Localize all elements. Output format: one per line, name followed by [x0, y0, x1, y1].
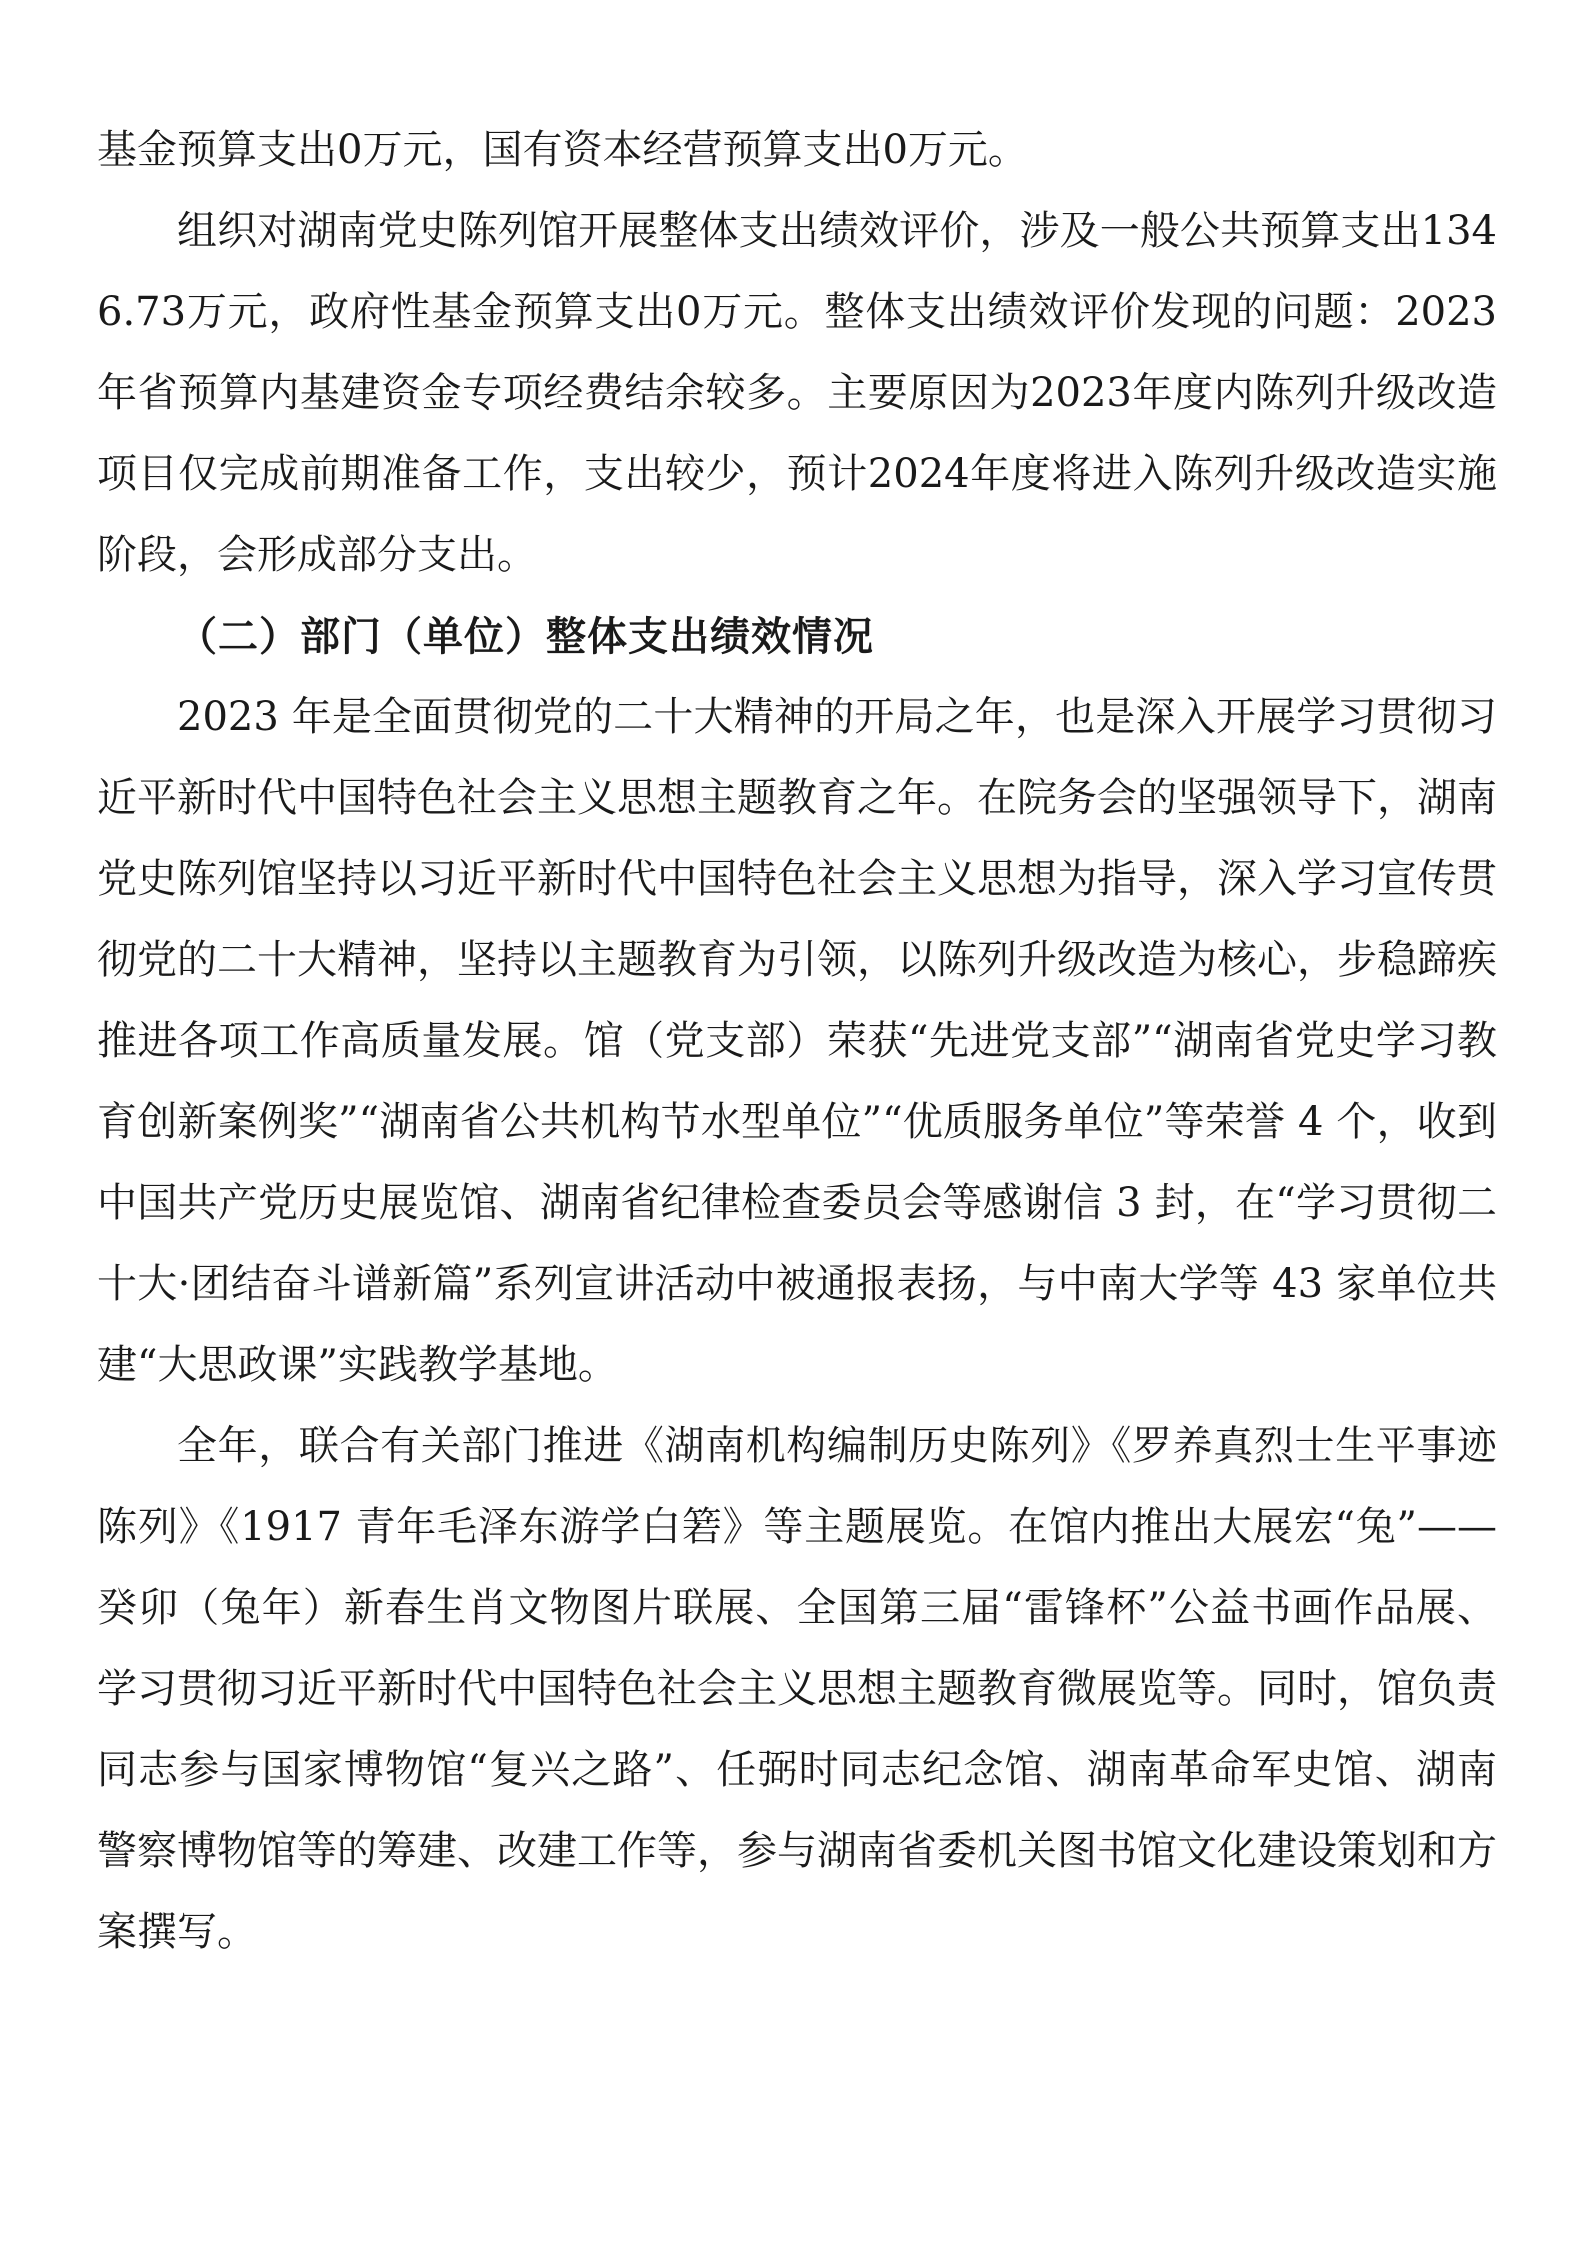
- paragraph-performance-evaluation: 组织对湖南党史陈列馆开展整体支出绩效评价，涉及一般公共预算支出1346.73万元，政府性基金预算支出0万元。整体支出绩效评价发现的问题：2023年省预算内基建资金专项经费结余较多。主要原因为2023年度内陈列升级改造项目仅完成前期准备工作，支出较少，预计2024年度将进入陈列升级改造实施阶段，会形成部分支出。: [97, 208, 1497, 578]
- paragraph-annual-overview: 2023 年是全面贯彻党的二十大精神的开局之年，也是深入开展学习贯彻习近平新时代中国特色社会主义思想主题教育之年。在院务会的坚强领导下，湖南党史陈列馆坚持以习近平新时代中国特色社会主义思想为指导，深入学习宣传贯彻党的二十大精神，坚持以主题教育为引领，以陈列升级改造为核心，步稳蹄疾推进各项工作高质量发展。馆（党支部）荣获“先进党支部”“湖南省党史学习教育创新案例奖”“湖南省公共机构节水型单位”“优质服务单位”等荣誉 4 个，收到中国共产党历史展览馆、湖南省纪律检查委员会等感谢信 3 封，在“学习贯彻二十大·团结奋斗谱新篇”系列宣讲活动中被通报表扬，与中南大学等 43 家单位共建“大思政课”实践教学基地。: [97, 694, 1497, 1388]
- paragraph-continuation: 基金预算支出0万元，国有资本经营预算支出0万元。: [97, 127, 1028, 173]
- document-body: [97, 110, 1497, 1973]
- section-heading: （二）部门（单位）整体支出绩效情况: [177, 613, 874, 660]
- paragraph-exhibitions: 全年，联合有关部门推进《湖南机构编制历史陈列》《罗养真烈士生平事迹陈列》《1917 青年毛泽东游学白箬》等主题展览。在馆内推出大展宏“兔”—— 癸卯（兔年）新春生肖文物图片联展、全国第三届“雷锋杯”公益书画作品展、学习贯彻习近平新时代中国特色社会主义思想主题教育微展览等。同时，馆负责同志参与国家博物馆“复兴之路”、任弼时同志纪念馆、湖南革命军史馆、湖南警察博物馆等的筹建、改建工作等，参与湖南省委机关图书馆文化建设策划和方案撰写。: [97, 1423, 1497, 1955]
